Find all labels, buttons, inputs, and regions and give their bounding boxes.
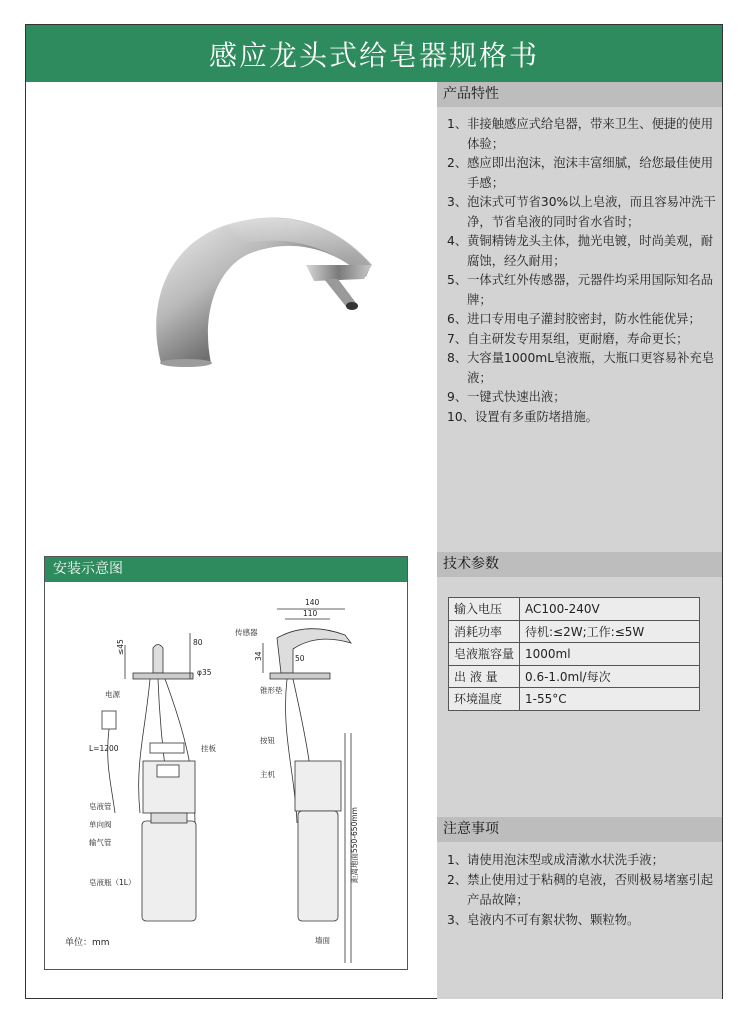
table-row: 皂液瓶容量 1000ml xyxy=(449,643,700,666)
list-item: 2、 禁止使用过于粘稠的皂液，否则极易堵塞引起产品故障； xyxy=(447,873,714,907)
list-item: 10、 设置有多重防堵措施。 xyxy=(447,409,598,424)
label-check-valve: 单向阀 xyxy=(89,820,112,829)
label-soap-tube: 皂液管 xyxy=(89,802,112,811)
list-item: 1、 请使用泡沫型或成清漱水状洗手液； xyxy=(447,853,664,867)
label-bracket: 挂板 xyxy=(201,744,216,753)
table-row: 出 液 量 0.6-1.0ml/每次 xyxy=(449,665,700,688)
dim-45: ≤45 xyxy=(116,639,125,655)
label-wall: 墙面 xyxy=(315,936,330,945)
label-power: 电源 xyxy=(105,690,120,699)
dim-35: φ35 xyxy=(197,668,212,677)
list-item: 3、 泡沫式可节省30%以上皂液，而且容易冲洗干净，节省皂液的同时省水省时； xyxy=(447,195,716,229)
table-row: 输入电压 AC100-240V xyxy=(449,598,700,621)
list-item: 9、 一键式快速出液； xyxy=(447,390,566,404)
features-list xyxy=(447,115,719,427)
dim-80: 80 xyxy=(193,638,203,647)
faucet-product-image xyxy=(126,185,416,385)
label-floor-distance: 距离地面550-650mm xyxy=(350,807,359,883)
specs-heading: 技术参数 xyxy=(437,552,722,577)
installation-heading: 安装示意图 xyxy=(45,557,407,582)
label-cable-length: L=1200 xyxy=(89,744,119,753)
specs-table xyxy=(448,597,700,711)
dim-140: 140 xyxy=(305,598,320,607)
list-item: 8、 大容量1000mL皂液瓶，大瓶口更容易补充皂液； xyxy=(447,351,714,385)
label-bottle: 皂液瓶（1L） xyxy=(89,878,136,887)
installation-panel xyxy=(44,556,408,970)
label-air-tube: 输气管 xyxy=(89,838,112,847)
label-sensor: 传感器 xyxy=(235,628,258,637)
features-heading: 产品特性 xyxy=(437,82,722,107)
spec-sheet xyxy=(25,24,723,999)
list-item: 2、 感应即出泡沫，泡沫丰富细腻，给您最佳使用手感； xyxy=(447,156,714,190)
list-item: 5、 一体式红外传感器，元器件均采用国际知名品牌； xyxy=(447,273,714,307)
list-item: 3、 皂液内不可有絮状物、颗粒物。 xyxy=(447,913,640,927)
title-bar xyxy=(26,25,722,82)
notes-heading: 注意事项 xyxy=(437,817,722,842)
list-item: 7、 自主研发专用泵组，更耐磨，寿命更长； xyxy=(447,331,689,346)
dim-50: 50 xyxy=(295,654,305,663)
installation-diagram xyxy=(45,583,407,969)
table-row: 环境温度 1-55°C xyxy=(449,688,700,711)
list-item: 1、 非接触感应式给皂器，带来卫生、便捷的使用体验； xyxy=(447,117,714,151)
list-item: 4、 黄铜精铸龙头主体，抛光电镀，时尚美观，耐腐蚀，经久耐用； xyxy=(447,234,714,268)
label-gasket: 锥形垫 xyxy=(260,686,283,695)
table-row: 消耗功率 待机:≤2W;工作:≤5W xyxy=(449,620,700,643)
notes-list xyxy=(447,850,719,930)
unit-note: 单位：mm xyxy=(65,938,110,948)
list-item: 6、 进口专用电子灌封胶密封，防水性能优异； xyxy=(447,312,701,326)
right-column xyxy=(437,82,722,999)
dim-110: 110 xyxy=(303,609,318,618)
page-title: 感应龙头式给皂器规格书 xyxy=(208,38,539,72)
label-button: 按钮 xyxy=(260,736,275,745)
dim-34: 34 xyxy=(254,651,263,661)
label-main-unit: 主机 xyxy=(260,770,275,779)
